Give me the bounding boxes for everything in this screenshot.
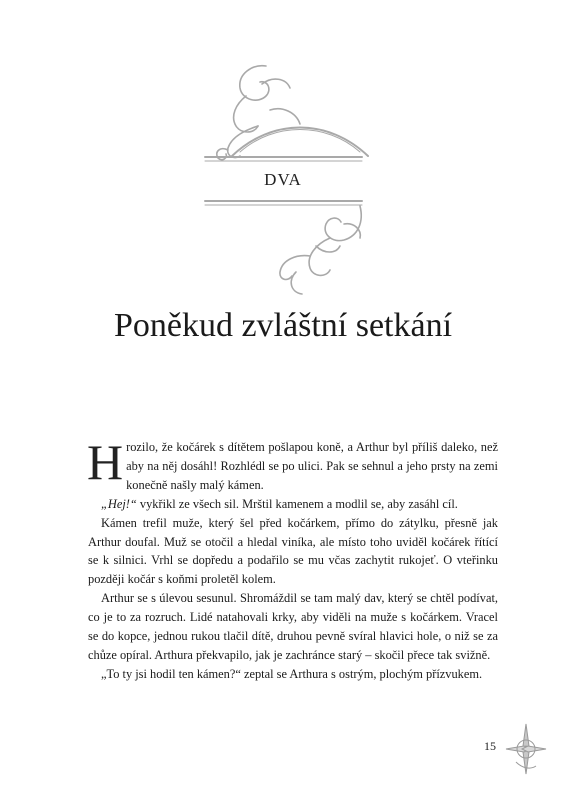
paragraph-2-text: vykřikl ze všech sil. Mrštil kamenem a modlil se, aby zasáhl cíl. [136, 496, 458, 511]
exclamation-emphasis: „Hej!“ [101, 496, 137, 511]
chapter-body [87, 434, 498, 684]
compass-rose-icon [504, 722, 548, 776]
page-number: 15 [484, 739, 496, 753]
paragraph-1-text: rozilo, že kočárek s dítětem pošlapou koně, a Arthur byl příliš daleko, než aby na něj dosáhl! Rozhlédl se po ulici. Pak se sehnul a jeho prsty na zemi konečně našly malý kámen. [126, 440, 498, 492]
drop-cap: H [87, 434, 124, 490]
paragraph-5: „To ty jsi hodil ten kámen?“ zeptal se Arthura s ostrým, plochým přízvukem. [101, 666, 483, 681]
chapter-title: Poněkud zvláštní setkání [113, 307, 453, 344]
chapter-number: DVA [264, 170, 302, 189]
paragraph-2 [88, 495, 498, 514]
paragraph-3: Kámen trefil muže, který šel před kočárkem, přímo do zátylku, přesně jak Arthur doufal. Muž se otočil a hledal viníka, ale místo toho uviděl kočárek řítící se k silnici. Vrhl se dopředu a podařilo se mu včas zachytit rukojeť. O vteřinku později kočár s koňmi proletěl kolem. [88, 515, 498, 587]
paragraph-4: Arthur se s úlevou sesunul. Shromáždil se tam malý dav, který se chtěl podívat, co je to za rozruch. Lidé natahovali krky, aby viděli na muže s kočárkem. Vracel se do kopce, jednou rukou tlačil dítě, druhou pevně svíral hlavici hole, o niž se za chůze opíral. Arthura překvapilo, jak je zachránce starý – skočil přece tak svižně. [88, 591, 498, 662]
paragraph-1 [87, 434, 498, 495]
